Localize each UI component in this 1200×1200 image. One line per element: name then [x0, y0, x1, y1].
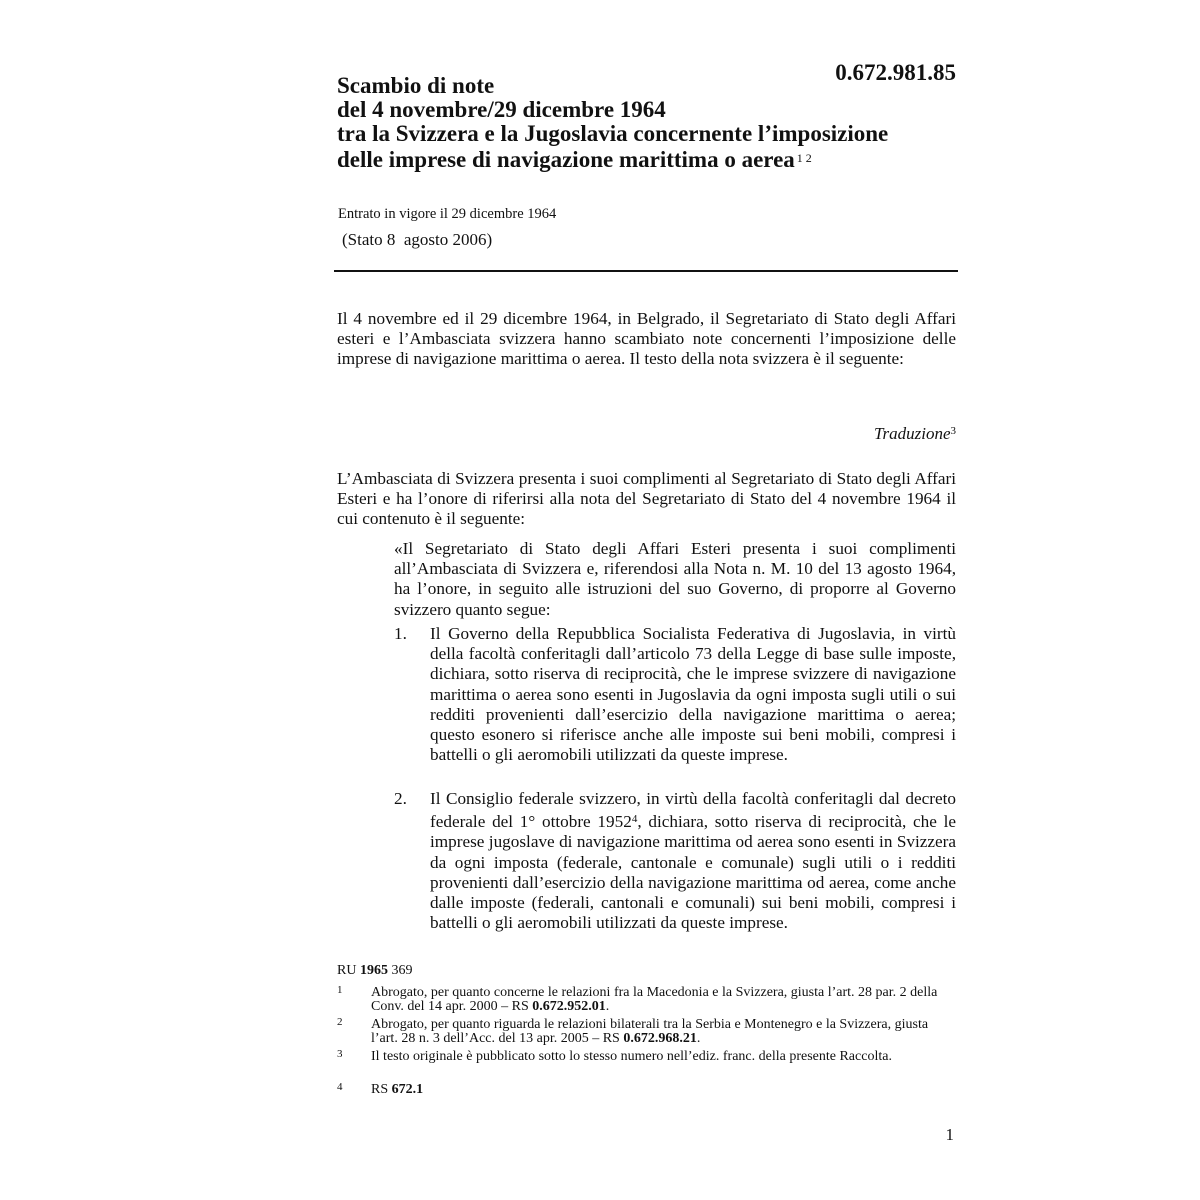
title-line: Scambio di note [337, 73, 495, 98]
footnote-text [371, 1018, 957, 1046]
document-title [337, 74, 977, 172]
title-line [337, 146, 977, 172]
footnote-number: 2 [337, 1016, 343, 1028]
translation-text: Traduzione [873, 424, 951, 443]
list-item-footnote-ref: 4 [631, 813, 638, 826]
title-footnote-refs: 1 2 [796, 151, 812, 165]
list-item-text: Il Governo della Repubblica Socialista Federativa di Jugoslavia, in virtù della facoltà conferitagli dall’articolo 73 della Legge di base sulle imposte, dichiara, sotto riserva di reciprocità, che le imprese svizzere di navigazione marittima o aerea sono esenti in Jugoslavia da ogni imposta sugli utili o sui redditi provenienti dall’esercizio della navigazione marittima o aerea; questo esonero si riferisce anche alle imposte sui beni mobili, compresi i battelli o gli aeromobili utilizzati da queste imprese. [430, 624, 956, 765]
page-number: 1 [945, 1125, 954, 1144]
document-reference-number: 0.672.981.85 [835, 60, 956, 85]
footnote-body: Il testo originale è pubblicato sotto lo stesso numero nell’ediz. franc. della presente Raccolta. [371, 1049, 892, 1064]
footnote-text [371, 1083, 957, 1097]
footnote-rs-number: 0.672.952.01 [532, 999, 606, 1014]
footnote-body: Abrogato, per quanto concerne le relazioni fra la Macedonia e la Svizzera, giusta l’art. 28 par. 2 della Conv. del 14 apr. 2000 – RS [371, 985, 938, 1014]
title-line-text: delle imprese di navigazione marittima o aerea [337, 147, 795, 172]
footnote-body: RS [371, 1082, 392, 1097]
footnote-rs-number: 672.1 [391, 1082, 424, 1097]
title-line: del 4 novembre/29 dicembre 1964 [337, 97, 666, 122]
quote-paragraph: «Il Segretariato di Stato degli Affari Esteri presenta i suoi complimenti all’Ambasciata di Svizzera e, riferendosi alla Nota n. M. 10 del 13 agosto 1964, ha l’onore, in seguito alle istruzioni del suo Governo, di proporre al Governo svizzero quanto segue: [394, 539, 956, 619]
ru-page: 369 [391, 963, 413, 978]
footnote-body: Abrogato, per quanto riguarda le relazioni bilaterali tra la Serbia e Montenegro e la Svizzera, giusta l’art. 28 n. 3 dell’Acc. del 13 apr. 2005 – RS [371, 1017, 929, 1046]
header-divider [334, 270, 958, 272]
footnote-number: 4 [337, 1081, 343, 1093]
intro-paragraph: Il 4 novembre ed il 29 dicembre 1964, in Belgrado, il Segretariato di Stato degli Affari esteri e l’Ambasciata svizzera hanno scambiato note concernenti l’imposizione delle imprese di navigazione marittima o aerea. Il testo della nota svizzera è il seguente: [337, 309, 956, 369]
footnote-number: 1 [337, 984, 343, 996]
footnote-tail: . [696, 1031, 701, 1046]
footnote-rs-number: 0.672.968.21 [623, 1031, 697, 1046]
title-line: tra la Svizzera e la Jugoslavia concernente l’imposizione [337, 121, 889, 146]
ru-year: 1965 [359, 963, 388, 978]
footnote-tail: . [605, 999, 610, 1014]
translation-footnote-ref: 3 [950, 425, 956, 437]
status-date: (Stato 8 agosto 2006) [342, 230, 493, 249]
footnote-text [371, 1050, 957, 1064]
list-item-text [430, 789, 956, 933]
list-item-text-before-ref: Il Consiglio federale svizzero, in virtù della facoltà conferitagli dal decreto federale del 1° ottobre 1952 [430, 789, 956, 832]
ru-prefix: RU [337, 963, 357, 978]
translation-label [760, 424, 956, 444]
list-item-number: 1. [394, 624, 407, 643]
list-item-number: 2. [394, 789, 407, 808]
footnote-text [371, 986, 957, 1014]
list-item-text-after-ref: , dichiara, sotto riserva di reciprocità, che le imprese jugoslave di navigazione marittima od aerea sono esenti in Svizzera da ogni imposta (federale, cantonale e comunale) sugli utili o i redditi provenienti dall’esercizio della navigazione marittima od aerea, come anche dalle imposte (federali, cantonali e comunali) sui beni mobili, compresi i battelli o gli aeromobili utilizzati da queste imprese. [430, 812, 956, 933]
entry-into-force: Entrato in vigore il 29 dicembre 1964 [338, 206, 557, 222]
embassy-paragraph: L’Ambasciata di Svizzera presenta i suoi complimenti al Segretariato di Stato degli Affari Esteri e ha l’onore di riferirsi alla nota del Segretariato di Stato del 4 novembre 1964 il cui contenuto è il seguente: [337, 469, 956, 529]
footnote-number: 3 [337, 1048, 343, 1060]
ru-citation [337, 963, 412, 979]
